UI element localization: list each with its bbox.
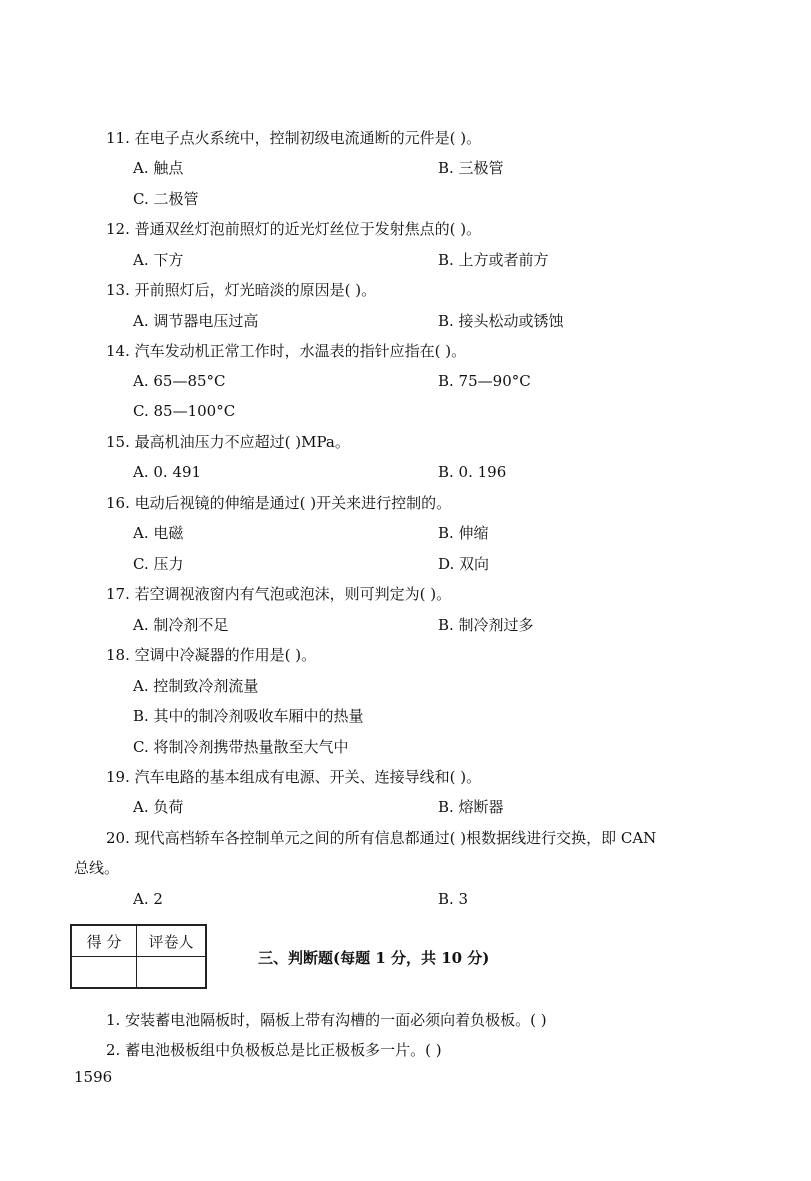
question-12-option-a: A. 下方 xyxy=(133,251,184,269)
question-17-stem: 17. 若空调视液窗内有气泡或泡沫，则可判定为( )。 xyxy=(106,585,452,603)
question-14-stem: 14. 汽车发动机正常工作时，水温表的指针应指在( )。 xyxy=(106,342,467,360)
question-16-option-a: A. 电磁 xyxy=(133,524,184,542)
question-11-option-a: A. 触点 xyxy=(133,159,184,177)
question-17-option-a: A. 制冷剂不足 xyxy=(133,616,229,634)
question-15-option-a: A. 0. 491 xyxy=(133,463,202,481)
question-15-option-b: B. 0. 196 xyxy=(438,463,507,481)
question-13-option-b: B. 接头松动或锈蚀 xyxy=(438,312,564,330)
question-20-option-b: B. 3 xyxy=(438,890,469,908)
question-12-stem: 12. 普通双丝灯泡前照灯的近光灯丝位于发射焦点的( )。 xyxy=(106,220,482,238)
question-14-option-b: B. 75—90°C xyxy=(438,372,531,390)
grader-cell xyxy=(137,957,207,989)
question-14-option-a: A. 65—85°C xyxy=(133,372,226,390)
question-16-stem: 16. 电动后视镜的伸缩是通过( )开关来进行控制的。 xyxy=(106,494,452,512)
question-12-option-b: B. 上方或者前方 xyxy=(438,251,549,269)
question-13-option-a: A. 调节器电压过高 xyxy=(133,312,259,330)
true-false-item-1: 1. 安装蓄电池隔板时，隔板上带有沟槽的一面必须向着负极板。( ) xyxy=(106,1011,547,1029)
question-17-option-b: B. 制冷剂过多 xyxy=(438,616,534,634)
grader-label: 评卷人 xyxy=(137,925,207,957)
question-20-option-a: A. 2 xyxy=(133,890,163,908)
page-number: 1596 xyxy=(74,1068,113,1086)
question-19-stem: 19. 汽车电路的基本组成有电源、开关、连接导线和( )。 xyxy=(106,768,482,786)
question-18-option-b: B. 其中的制冷剂吸收车厢中的热量 xyxy=(133,707,364,725)
question-11-option-c: C. 二极管 xyxy=(133,190,199,208)
question-16-option-c: C. 压力 xyxy=(133,555,184,573)
question-19-option-b: B. 熔断器 xyxy=(438,798,504,816)
section-3-title: 三、判断题(每题 1 分，共 10 分) xyxy=(258,949,490,967)
question-16-option-d: D. 双向 xyxy=(438,555,490,573)
question-15-stem: 15. 最高机油压力不应超过( )MPa。 xyxy=(106,433,350,451)
question-16-option-b: B. 伸缩 xyxy=(438,524,489,542)
question-11-option-b: B. 三极管 xyxy=(438,159,504,177)
question-18-stem: 18. 空调中冷凝器的作用是( )。 xyxy=(106,646,317,664)
score-table xyxy=(70,924,207,989)
question-13-stem: 13. 开前照灯后，灯光暗淡的原因是( )。 xyxy=(106,281,377,299)
score-cell xyxy=(71,957,137,989)
question-18-option-c: C. 将制冷剂携带热量散至大气中 xyxy=(133,738,349,756)
question-11-stem: 11. 在电子点火系统中，控制初级电流通断的元件是( )。 xyxy=(106,129,482,147)
question-19-option-a: A. 负荷 xyxy=(133,798,184,816)
question-20-stem-continued: 总线。 xyxy=(74,859,120,877)
true-false-item-2: 2. 蓄电池极板组中负极板总是比正极板多一片。( ) xyxy=(106,1041,442,1059)
question-14-option-c: C. 85—100°C xyxy=(133,402,236,420)
question-18-option-a: A. 控制致冷剂流量 xyxy=(133,677,259,695)
question-20-stem: 20. 现代高档轿车各控制单元之间的所有信息都通过( )根数据线进行交换，即 CAN xyxy=(106,829,657,847)
score-label: 得 分 xyxy=(71,925,137,957)
